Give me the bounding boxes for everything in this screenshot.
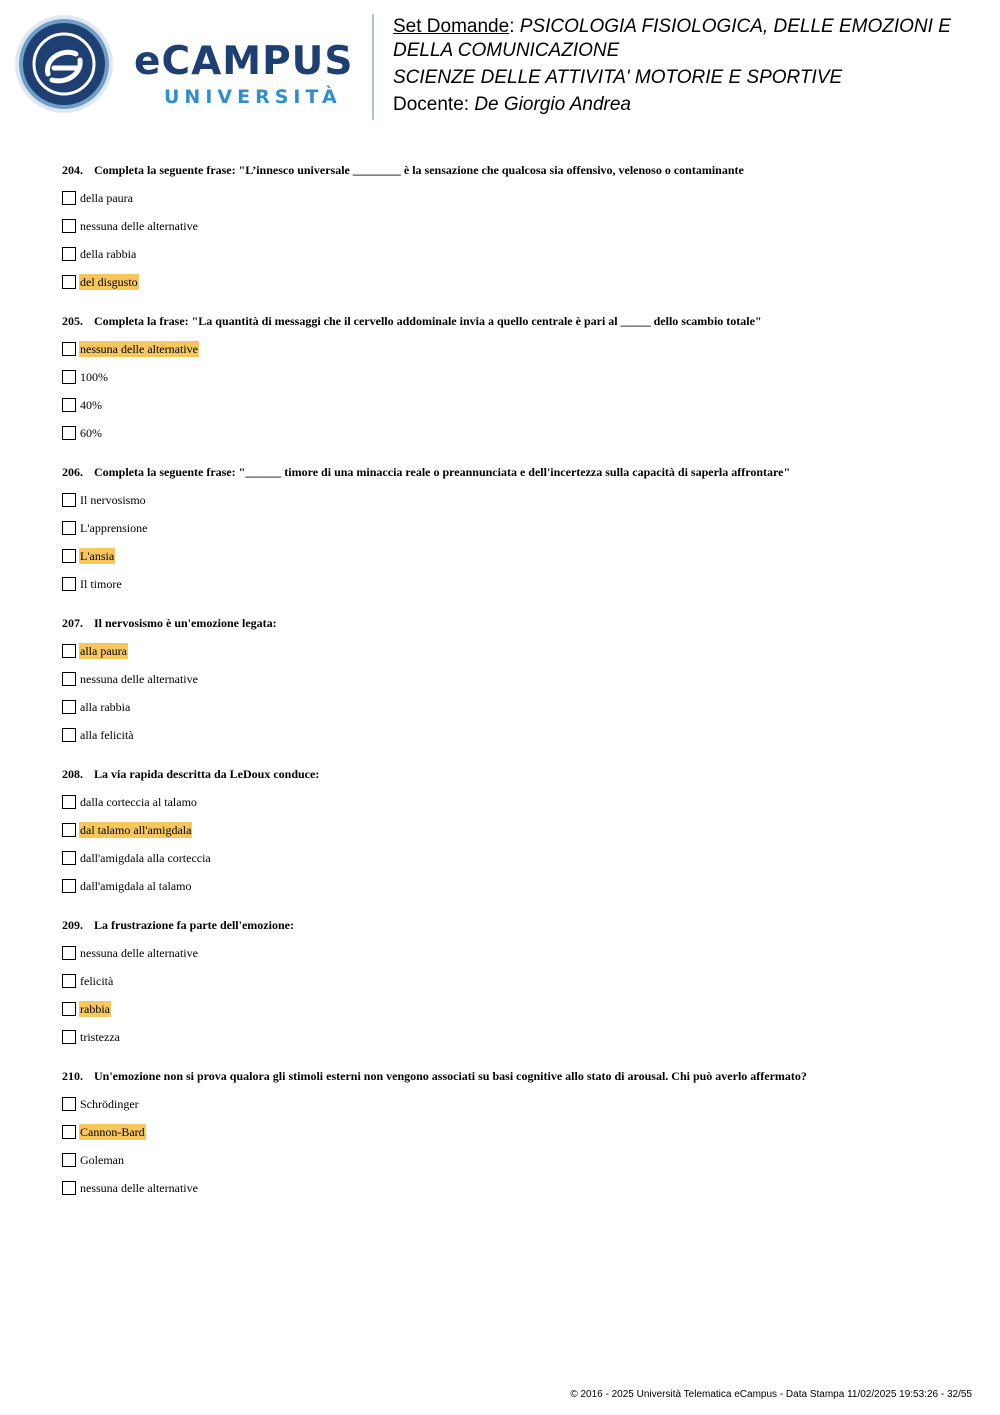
checkbox[interactable] [62,275,76,289]
answer-text: tristezza [80,1030,120,1044]
answer-option[interactable] [62,1096,962,1124]
answer-option[interactable] [62,794,962,822]
answer-text: nessuna delle alternative [80,1181,198,1195]
question-text: Completa la seguente frase: "L’innesco universale ________ è la sensazione che qualcosa sia offensivo, velenoso o contaminante [94,163,744,177]
answer-option[interactable] [62,369,962,397]
brand-logo-wordmark: eCAMPUS [134,39,354,84]
checkbox[interactable] [62,191,76,205]
answer-text: alla rabbia [80,700,131,714]
question-block [62,464,962,615]
checkbox[interactable] [62,1181,76,1195]
question-text: Un'emozione non si prova qualora gli stimoli esterni non vengono associati su basi cognitive allo stato di arousal. Chi può averlo affermato? [94,1069,807,1083]
answer-option[interactable] [62,850,962,878]
question-title [62,917,962,933]
answer-option[interactable] [62,274,962,302]
header-divider [372,14,374,120]
question-block [62,313,962,464]
question-block [62,615,962,766]
answer-option[interactable] [62,822,962,850]
answer-text: nessuna delle alternative [80,946,198,960]
question-title [62,615,962,631]
answer-text: nessuna delle alternative [80,219,198,233]
answer-text: Il timore [80,577,122,591]
answer-option[interactable] [62,246,962,274]
answer-option[interactable] [62,576,962,604]
teacher-name: De Giorgio Andrea [474,94,631,115]
checkbox[interactable] [62,342,76,356]
checkbox[interactable] [62,644,76,658]
answer-option[interactable] [62,520,962,548]
question-text: La frustrazione fa parte dell'emozione: [94,918,294,932]
checkbox[interactable] [62,946,76,960]
answer-text-highlighted: nessuna delle alternative [80,342,198,356]
checkbox[interactable] [62,370,76,384]
answer-text: Goleman [80,1153,124,1167]
question-text: La via rapida descritta da LeDoux conduce: [94,767,320,781]
answer-option[interactable] [62,397,962,425]
answer-option[interactable] [62,727,962,755]
checkbox[interactable] [62,247,76,261]
answer-option[interactable] [62,425,962,453]
answer-option[interactable] [62,671,962,699]
checkbox[interactable] [62,521,76,535]
checkbox[interactable] [62,398,76,412]
answer-option[interactable] [62,699,962,727]
checkbox[interactable] [62,700,76,714]
question-number: 204. [62,163,83,177]
question-title [62,766,962,782]
answer-text: 100% [80,370,108,384]
answer-text: felicità [80,974,114,988]
answer-option[interactable] [62,1029,962,1057]
checkbox[interactable] [62,795,76,809]
answer-text: della rabbia [80,247,137,261]
question-number: 210. [62,1069,83,1083]
answer-option[interactable] [62,1152,962,1180]
question-title [62,1068,962,1084]
checkbox[interactable] [62,1030,76,1044]
answer-text: dalla corteccia al talamo [80,795,197,809]
answer-text: nessuna delle alternative [80,672,198,686]
course-title: PSICOLOGIA FISIOLOGICA, DELLE EMOZIONI E DELLA COMUNICAZIONE [393,16,951,61]
answer-text: dall'amigdala al talamo [80,879,192,893]
checkbox[interactable] [62,219,76,233]
answer-text: 40% [80,398,102,412]
checkbox[interactable] [62,851,76,865]
question-text: Completa la seguente frase: "______ timore di una minaccia reale o preannunciata e dell'incertezza sulla capacità di saperla affrontare" [94,465,791,479]
question-title [62,464,962,480]
question-block [62,1068,962,1219]
question-number: 209. [62,918,83,932]
brand-logo-subtitle: UNIVERSITÀ [164,86,342,108]
checkbox[interactable] [62,426,76,440]
course-header [393,15,983,117]
checkbox[interactable] [62,549,76,563]
answer-option[interactable] [62,190,962,218]
answer-text: dall'amigdala alla corteccia [80,851,211,865]
degree-name: SCIENZE DELLE ATTIVITA' MOTORIE E SPORTIVE [393,67,843,88]
page-footer: © 2016 - 2025 Università Telematica eCampus - Data Stampa 11/02/2025 19:53:26 - 32/55 [570,1389,972,1400]
answer-text: della paura [80,191,133,205]
question-title [62,162,962,178]
question-number: 206. [62,465,83,479]
answer-option[interactable] [62,1180,962,1208]
question-title [62,313,962,329]
question-list [62,162,962,1219]
answer-option[interactable] [62,1124,962,1152]
question-text: Il nervosismo è un'emozione legata: [94,616,277,630]
answer-option[interactable] [62,643,962,671]
answer-text: alla felicità [80,728,134,742]
answer-option[interactable] [62,878,962,906]
answer-text: 60% [80,426,102,440]
question-number: 205. [62,314,83,328]
answer-option[interactable] [62,341,962,369]
set-colon: : [509,16,515,37]
answer-text-highlighted: rabbia [80,1002,110,1016]
question-number: 207. [62,616,83,630]
question-text: Completa la frase: "La quantità di messaggi che il cervello addominale invia a quello centrale è pari al _____ dello scambio totale" [94,314,762,328]
teacher-label: Docente: [393,94,470,115]
answer-option[interactable] [62,492,962,520]
checkbox[interactable] [62,1097,76,1111]
set-domande-label: Set Domande [393,16,510,37]
ecampus-seal-logo-icon [14,14,114,114]
answer-text-highlighted: Cannon-Bard [80,1125,145,1139]
answer-text-highlighted: dal talamo all'amigdala [80,823,192,837]
question-number: 208. [62,767,83,781]
answer-option[interactable] [62,945,962,973]
checkbox[interactable] [62,1153,76,1167]
question-block [62,162,962,313]
course-title-line [393,15,983,63]
answer-text: Schrödinger [80,1097,139,1111]
answer-text-highlighted: del disgusto [80,275,138,289]
checkbox[interactable] [62,823,76,837]
question-block [62,766,962,917]
answer-text: Il nervosismo [80,493,146,507]
answer-text-highlighted: L'ansia [80,549,115,563]
answer-text-highlighted: alla paura [80,644,127,658]
answer-option[interactable] [62,218,962,246]
answer-option[interactable] [62,548,962,576]
checkbox[interactable] [62,974,76,988]
answer-option[interactable] [62,1001,962,1029]
checkbox[interactable] [62,728,76,742]
checkbox[interactable] [62,577,76,591]
checkbox[interactable] [62,879,76,893]
question-block [62,917,962,1068]
answer-option[interactable] [62,973,962,1001]
answer-text: L'apprensione [80,521,148,535]
checkbox[interactable] [62,1125,76,1139]
teacher-line [393,93,983,117]
checkbox[interactable] [62,493,76,507]
checkbox[interactable] [62,1002,76,1016]
checkbox[interactable] [62,672,76,686]
